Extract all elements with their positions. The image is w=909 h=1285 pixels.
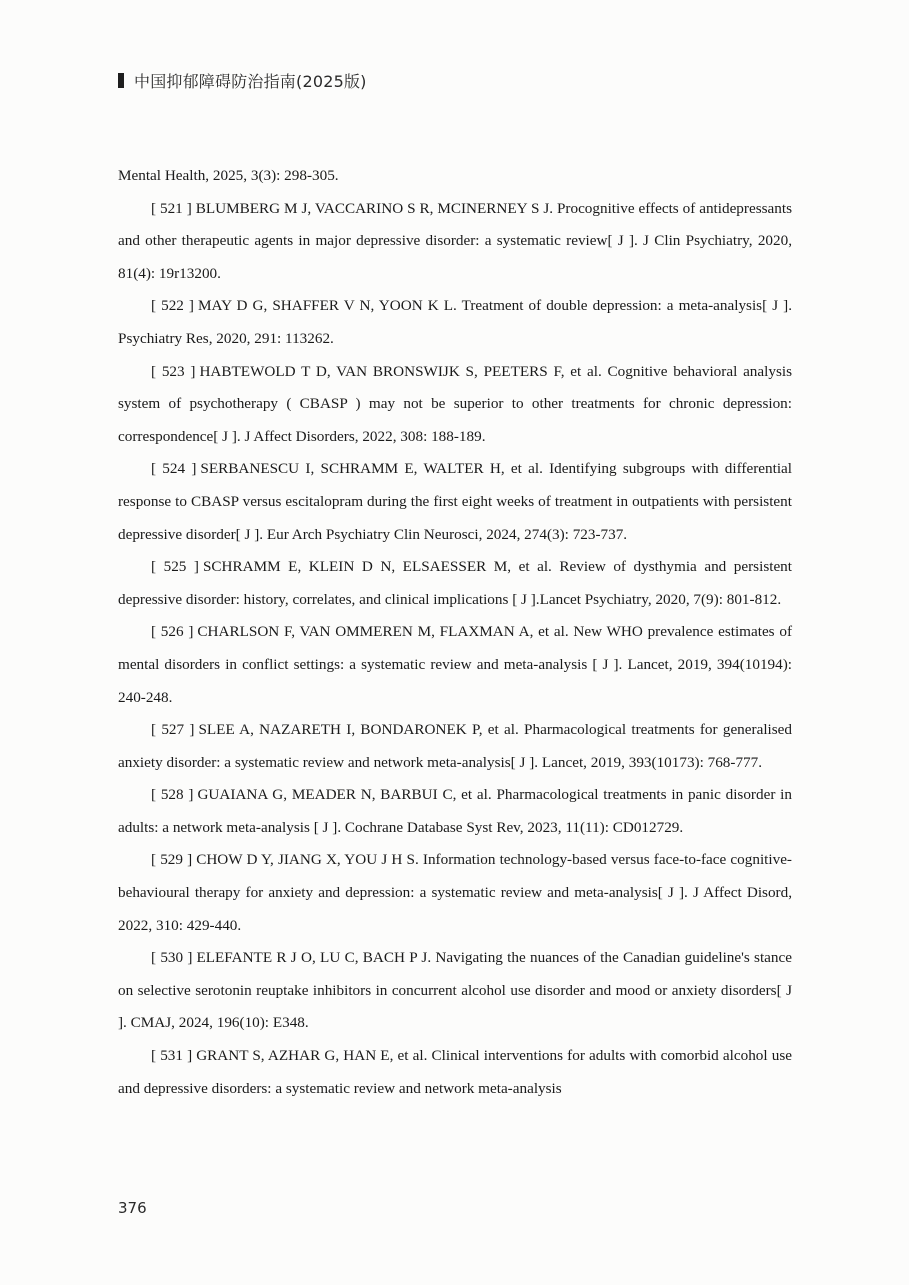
header-marker-bar <box>118 73 124 88</box>
header-title: 中国抑郁障碍防治指南(2025版) <box>134 72 367 91</box>
reference-item <box>118 779 792 844</box>
running-header <box>118 69 367 92</box>
reference-number: [ 531 ] <box>151 1047 193 1065</box>
reference-item <box>118 942 792 1040</box>
reference-number: [ 528 ] <box>151 786 194 804</box>
reference-list <box>118 160 792 1105</box>
reference-item <box>118 453 792 551</box>
reference-text: BLUMBERG M J, VACCARINO S R, MCINERNEY S J. Procognitive effects of antidepressants and other therapeutic agents in major depressive disorder: a systematic review[ J ]. J Clin Psychiatry, 2020, 81(4): 19r13200. <box>118 199 792 282</box>
reference-number: [ 521 ] <box>151 199 192 217</box>
reference-item <box>118 616 792 714</box>
reference-text: SCHRAMM E, KLEIN D N, ELSAESSER M, et al. Review of dysthymia and persistent depressive disorder: history, correlates, and clinical implications [ J ].Lancet Psychiatry, 2020, 7(9): 801-812. <box>118 558 792 608</box>
reference-number: [ 526 ] <box>151 623 194 641</box>
reference-text: SERBANESCU I, SCHRAMM E, WALTER H, et al. Identifying subgroups with differential response to CBASP versus escitalopram during the first eight weeks of treatment in outpatients with persistent depressive disorder[ J ]. Eur Arch Psychiatry Clin Neurosci, 2024, 274(3): 723-737. <box>118 460 792 543</box>
reference-text: CHOW D Y, JIANG X, YOU J H S. Information technology-based versus face-to-face cognitive-behavioural therapy for anxiety and depression: a systematic review and meta-analysis[ J ]. J Affect Disord, 2022, 310: 429-440. <box>118 851 792 934</box>
reference-text: GUAIANA G, MEADER N, BARBUI C, et al. Pharmacological treatments in panic disorder in adults: a network meta-analysis [ J ]. Cochrane Database Syst Rev, 2023, 11(11): CD012729. <box>118 786 792 836</box>
reference-number: [ 527 ] <box>151 721 195 739</box>
reference-number: [ 522 ] <box>151 297 194 315</box>
reference-text: CHARLSON F, VAN OMMEREN M, FLAXMAN A, et al. New WHO prevalence estimates of mental disorders in conflict settings: a systematic review and meta-analysis [ J ]. Lancet, 2019, 394(10194): 240-248. <box>118 623 792 706</box>
reference-continuation: Mental Health, 2025, 3(3): 298-305. <box>118 167 339 184</box>
reference-item <box>118 551 792 616</box>
reference-number: [ 525 ] <box>151 558 199 576</box>
reference-text: SLEE A, NAZARETH I, BONDARONEK P, et al. Pharmacological treatments for generalised anxiety disorder: a systematic review and network meta-analysis[ J ]. Lancet, 2019, 393(10173): 768-777. <box>118 721 793 771</box>
reference-number: [ 530 ] <box>151 949 193 967</box>
reference-number: [ 529 ] <box>151 851 193 869</box>
reference-text: ELEFANTE R J O, LU C, BACH P J. Navigating the nuances of the Canadian guideline's stance on selective serotonin reuptake inhibitors in concurrent alcohol use disorder and mood or anxiety disorders[ J ]. CMAJ, 2024, 196(10): E348. <box>118 949 792 1032</box>
reference-number: [ 524 ] <box>151 460 197 478</box>
reference-item <box>118 193 792 291</box>
reference-number: [ 523 ] <box>151 362 196 380</box>
reference-item <box>118 356 792 454</box>
reference-text: HABTEWOLD T D, VAN BRONSWIJK S, PEETERS F, et al. Cognitive behavioral analysis system of psychotherapy ( CBASP ) may not be superior to other treatments for chronic depression: correspondence[ J ]. J Affect Disorders, 2022, 308: 188-189. <box>118 362 792 445</box>
reference-text: GRANT S, AZHAR G, HAN E, et al. Clinical interventions for adults with comorbid alcohol use and depressive disorders: a systematic review and network meta-analysis <box>118 1047 793 1097</box>
reference-item <box>118 290 792 355</box>
reference-text: MAY D G, SHAFFER V N, YOON K L. Treatment of double depression: a meta-analysis[ J ]. Psychiatry Res, 2020, 291: 113262. <box>118 297 792 347</box>
page-number: 376 <box>118 1199 147 1217</box>
reference-item <box>118 1040 792 1105</box>
reference-item <box>118 844 792 942</box>
reference-item <box>118 714 792 779</box>
